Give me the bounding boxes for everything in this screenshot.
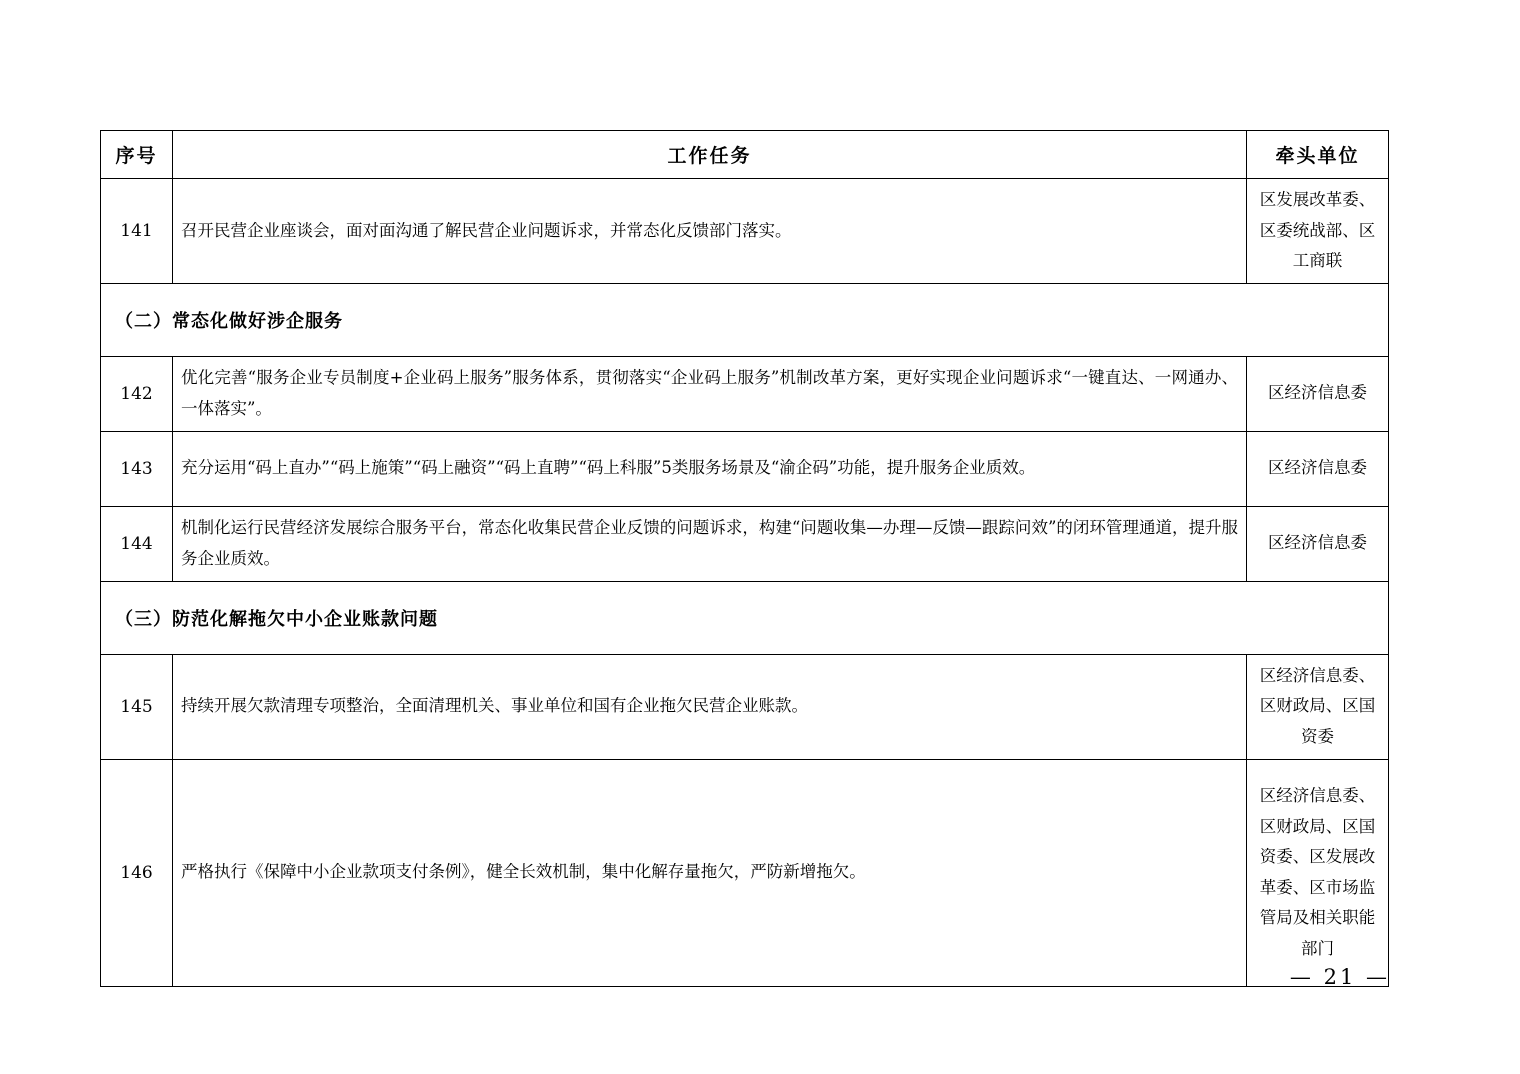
row-seq: 145 xyxy=(101,654,173,759)
section-heading-row xyxy=(101,283,1389,356)
table-row xyxy=(101,179,1389,284)
row-task: 优化完善“服务企业专员制度+企业码上服务”服务体系，贯彻落实“企业码上服务”机制改革方案，更好实现企业问题诉求“一键直达、一网通办、一体落实”。 xyxy=(173,356,1247,431)
row-seq: 141 xyxy=(101,179,173,284)
row-unit: 区发展改革委、区委统战部、区工商联 xyxy=(1247,179,1389,284)
table-row xyxy=(101,431,1389,506)
row-unit: 区经济信息委 xyxy=(1247,506,1389,581)
column-header-task: 工作任务 xyxy=(173,131,1247,179)
row-seq: 142 xyxy=(101,356,173,431)
row-task: 机制化运行民营经济发展综合服务平台，常态化收集民营企业反馈的问题诉求，构建“问题收集—办理—反馈—跟踪问效”的闭环管理通道，提升服务企业质效。 xyxy=(173,506,1247,581)
table-header-row xyxy=(101,131,1389,179)
row-unit: 区经济信息委、区财政局、区国资委、区发展改革委、区市场监管局及相关职能部门 xyxy=(1247,759,1389,986)
table-row xyxy=(101,356,1389,431)
table-row xyxy=(101,759,1389,986)
row-seq: 146 xyxy=(101,759,173,986)
row-unit: 区经济信息委 xyxy=(1247,431,1389,506)
section-heading-row xyxy=(101,581,1389,654)
row-task: 持续开展欠款清理专项整治，全面清理机关、事业单位和国有企业拖欠民营企业账款。 xyxy=(173,654,1247,759)
column-header-unit: 牵头单位 xyxy=(1247,131,1389,179)
page-number: — 21 — xyxy=(1289,965,1390,989)
section-title: （三）防范化解拖欠中小企业账款问题 xyxy=(101,581,1389,654)
table-row xyxy=(101,654,1389,759)
row-task: 严格执行《保障中小企业款项支付条例》，健全长效机制，集中化解存量拖欠，严防新增拖欠。 xyxy=(173,759,1247,986)
row-unit: 区经济信息委、区财政局、区国资委 xyxy=(1247,654,1389,759)
row-seq: 144 xyxy=(101,506,173,581)
row-task: 充分运用“码上直办”“码上施策”“码上融资”“码上直聘”“码上科服”5类服务场景及“渝企码”功能，提升服务企业质效。 xyxy=(173,431,1247,506)
column-header-seq: 序号 xyxy=(101,131,173,179)
table-row xyxy=(101,506,1389,581)
row-unit: 区经济信息委 xyxy=(1247,356,1389,431)
section-title: （二）常态化做好涉企服务 xyxy=(101,283,1389,356)
task-table xyxy=(100,130,1389,987)
row-task: 召开民营企业座谈会，面对面沟通了解民营企业问题诉求，并常态化反馈部门落实。 xyxy=(173,179,1247,284)
row-seq: 143 xyxy=(101,431,173,506)
